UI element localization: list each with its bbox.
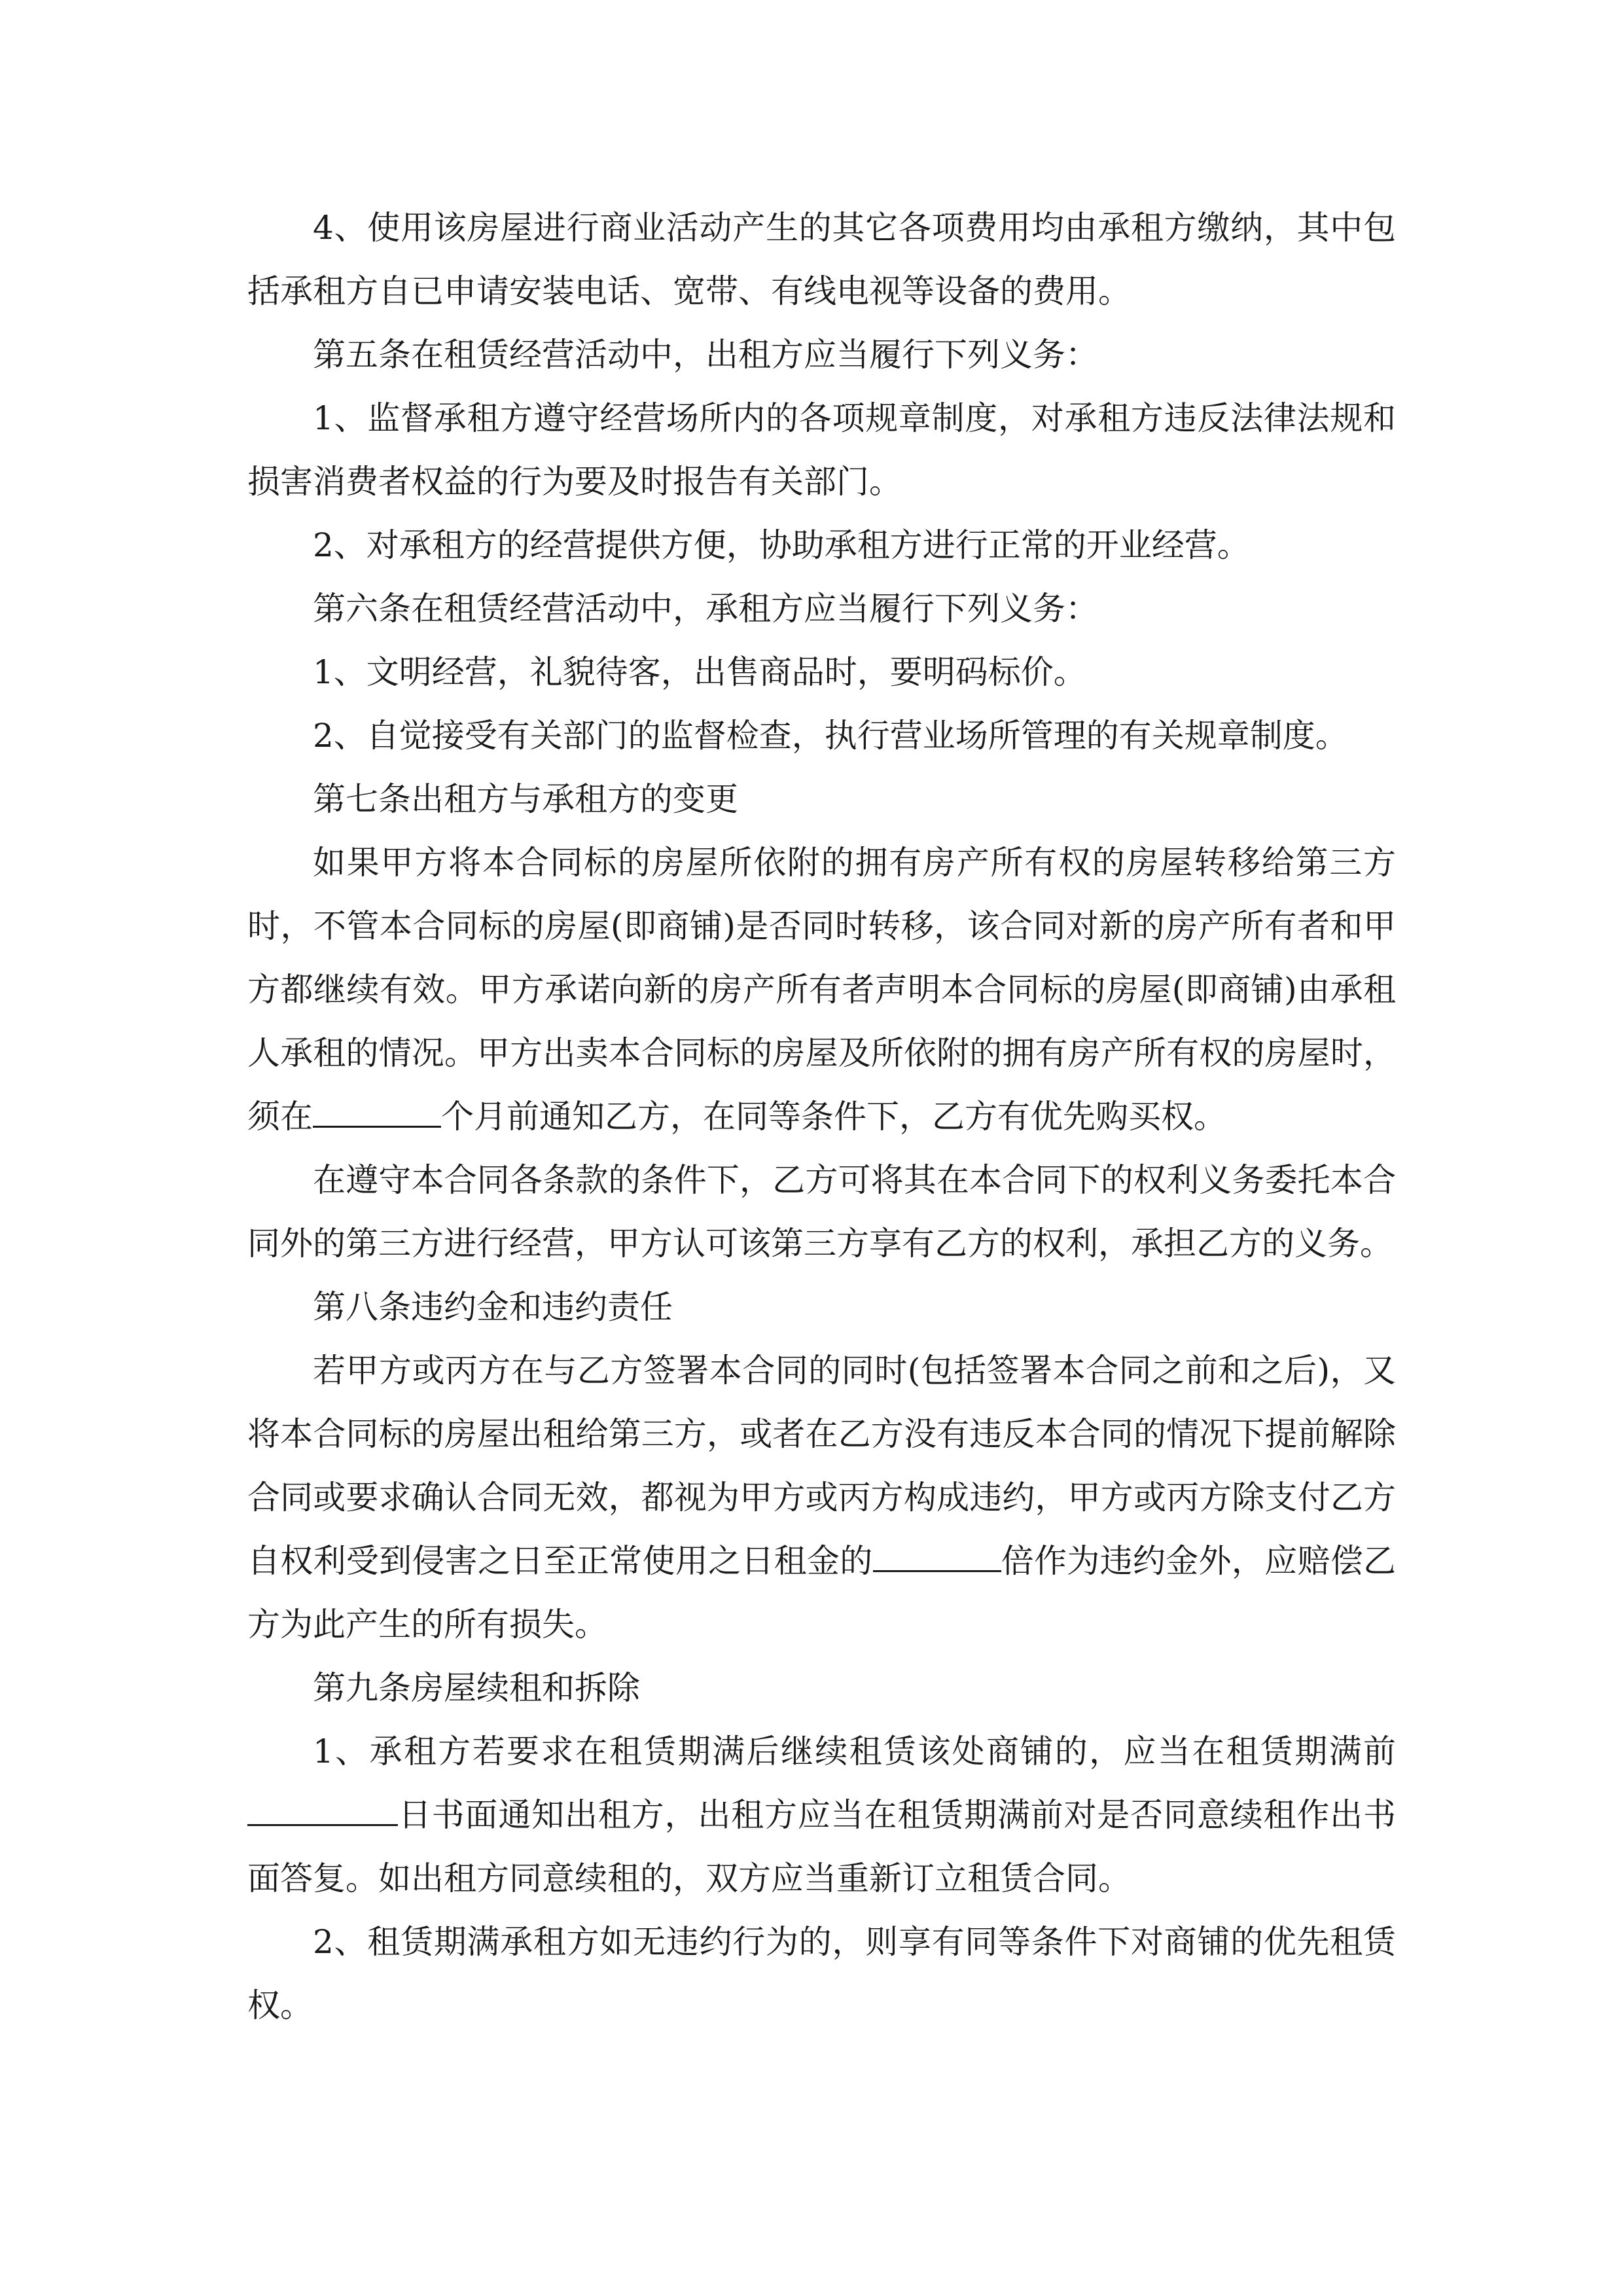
paragraph-article-6-item-1: 1、文明经营，礼貌待客，出售商品时，要明码标价。: [313, 653, 1086, 691]
paragraph-text-part: 如果甲方将本合同标的房屋所依附的拥有房产所有权的房屋转移给第三方时，不管本合同标的房屋(即商铺)是否同时转移，该合同对新的房产所有者和甲方都继续有效。甲方承诺向新的房产所有者声明本合同标的房屋(即商铺)由承租人承租的情况。甲方出卖本合同标的房屋及所依附的拥有房产所有权的房屋时，须在: [247, 844, 1396, 1136]
fill-in-blank-multiplier: [873, 1539, 1001, 1573]
fill-in-blank-months: [313, 1095, 441, 1128]
paragraph-article-7-delegation: 在遵守本合同各条款的条件下，乙方可将其在本合同下的权利义务委托本合同外的第三方进行经营，甲方认可该第三方享有乙方的权利，承担乙方的义务。: [247, 1161, 1396, 1263]
paragraph-text-part: 个月前通知乙方，在同等条件下，乙方有优先购买权。: [441, 1098, 1226, 1136]
paragraph-article-9-item-2: 2、租赁期满承租方如无违约行为的，则享有同等条件下对商铺的优先租赁权。: [247, 1923, 1396, 2024]
heading-article-8: 第八条违约金和违约责任: [313, 1288, 673, 1326]
heading-article-6: 第六条在租赁经营活动中，承租方应当履行下列义务：: [313, 590, 1098, 628]
paragraph-article-5-item-2: 2、对承租方的经营提供方便，协助承租方进行正常的开业经营。: [313, 526, 1250, 564]
paragraph-text-part: 倍作为违约金外，应赔偿乙方为此产生的所有损失。: [247, 1542, 1396, 1643]
paragraph-article-7-transfer: [247, 831, 1396, 1149]
paragraph-article-8-penalty: [247, 1339, 1396, 1657]
paragraph-text-part: 日书面通知出租方，出租方应当在租赁期满前对是否同意续租作出书面答复。如出租方同意续租的，双方应当重新订立租赁合同。: [247, 1796, 1396, 1897]
heading-article-7: 第七条出租方与承租方的变更: [313, 780, 738, 818]
paragraph-text-part: 若甲方或丙方在与乙方签署本合同的同时(包括签署本合同之前和之后)，又将本合同标的房屋出租给第三方，或者在乙方没有违反本合同的情况下提前解除合同或要求确认合同无效，都视为甲方或丙方构成违约，甲方或丙方除支付乙方自权利受到侵害之日至正常使用之日租金的: [247, 1352, 1396, 1580]
paragraph-text-part: 1、承租方若要求在租赁期满后继续租赁该处商铺的，应当在租赁期满前: [313, 1732, 1396, 1770]
paragraph-article-6-item-2: 2、自觉接受有关部门的监督检查，执行营业场所管理的有关规章制度。: [313, 717, 1348, 755]
heading-article-9: 第九条房屋续租和拆除: [313, 1669, 640, 1707]
paragraph-fees: 4、使用该房屋进行商业活动产生的其它各项费用均由承租方缴纳，其中包括承租方自已申请安装电话、宽带、有线电视等设备的费用。: [247, 209, 1396, 310]
paragraph-article-9-item-1: [247, 1720, 1396, 1910]
paragraph-article-5-item-1: 1、监督承租方遵守经营场所内的各项规章制度，对承租方违反法律法规和损害消费者权益的行为要及时报告有关部门。: [247, 399, 1396, 501]
heading-article-5: 第五条在租赁经营活动中，出租方应当履行下列义务：: [313, 336, 1098, 374]
document-body: [247, 196, 1396, 2037]
fill-in-blank-days: [247, 1793, 398, 1827]
